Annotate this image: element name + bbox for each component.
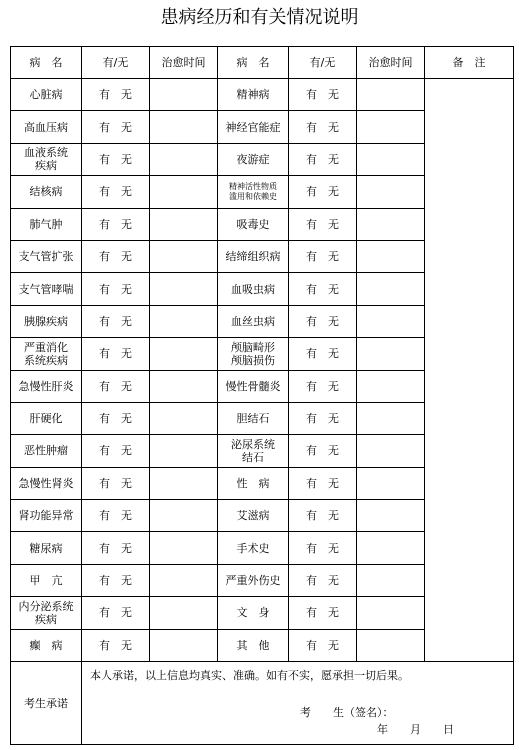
disease-name-right xyxy=(218,435,289,467)
disease-name-right xyxy=(218,208,289,240)
cure-time-field-left[interactable] xyxy=(150,176,218,208)
cure-time-field-right[interactable] xyxy=(357,564,425,596)
disease-name-right xyxy=(218,305,289,337)
yes-no-option-left[interactable]: 有 无 xyxy=(82,273,150,305)
cure-time-field-left[interactable] xyxy=(150,111,218,143)
disease-name-line: 内分泌系统 xyxy=(18,599,74,613)
yes-no-option-right[interactable]: 有 无 xyxy=(289,79,357,111)
disease-name-line: 系统疾病 xyxy=(24,353,68,367)
cure-time-field-right[interactable] xyxy=(357,305,425,337)
disease-name-line: 疾病 xyxy=(35,159,57,173)
disease-name-left xyxy=(11,240,82,272)
cure-time-field-right[interactable] xyxy=(357,240,425,272)
yes-no-option-right[interactable]: 有 无 xyxy=(289,111,357,143)
disease-name-line: 急慢性肾炎 xyxy=(18,476,74,490)
yes-no-option-right[interactable]: 有 无 xyxy=(289,402,357,434)
disease-name-line: 其 他 xyxy=(236,638,270,652)
cure-time-field-left[interactable] xyxy=(150,597,218,629)
disease-name-left xyxy=(11,273,82,305)
disease-name-left xyxy=(11,208,82,240)
cure-time-field-right[interactable] xyxy=(357,273,425,305)
disease-name-line: 滥用和依赖史 xyxy=(229,191,277,201)
disease-name-line: 恶性肿瘤 xyxy=(24,444,68,458)
yes-no-option-right[interactable]: 有 无 xyxy=(289,467,357,499)
disease-name-line: 疾病 xyxy=(35,612,57,626)
disease-name-line: 文 身 xyxy=(236,606,270,620)
yes-no-option-left[interactable]: 有 无 xyxy=(82,143,150,175)
disease-name-right xyxy=(218,143,289,175)
signature-field[interactable]: 考 生（签名）： xyxy=(300,706,394,720)
disease-name-right xyxy=(218,111,289,143)
disease-name-line: 胰腺疾病 xyxy=(24,314,68,328)
header-remarks: 备 注 xyxy=(425,47,514,79)
yes-no-option-right[interactable]: 有 无 xyxy=(289,370,357,402)
yes-no-option-left[interactable]: 有 无 xyxy=(82,467,150,499)
disease-name-right xyxy=(218,467,289,499)
yes-no-option-right[interactable]: 有 无 xyxy=(289,435,357,467)
yes-no-option-right[interactable]: 有 无 xyxy=(289,240,357,272)
cure-time-field-left[interactable] xyxy=(150,629,218,661)
disease-name-line: 严重消化 xyxy=(24,340,68,354)
disease-name-left xyxy=(11,467,82,499)
cure-time-field-right[interactable] xyxy=(357,370,425,402)
disease-name-line: 血丝虫病 xyxy=(231,314,275,328)
disease-name-line: 胆结石 xyxy=(236,412,270,426)
yes-no-option-left[interactable]: 有 无 xyxy=(82,435,150,467)
disease-name-left xyxy=(11,435,82,467)
disease-name-line: 慢性骨髓炎 xyxy=(225,379,281,393)
header-row xyxy=(11,47,514,79)
commitment-statement: 本人承诺，以上信息均真实、准确。如有不实，愿承担一切后果。 xyxy=(90,669,409,683)
disease-name-right xyxy=(218,370,289,402)
disease-name-right xyxy=(218,79,289,111)
cure-time-field-left[interactable] xyxy=(150,564,218,596)
cure-time-field-right[interactable] xyxy=(357,629,425,661)
cure-time-field-left[interactable] xyxy=(150,143,218,175)
disease-name-line: 糖尿病 xyxy=(29,541,63,555)
yes-no-option-right[interactable]: 有 无 xyxy=(289,500,357,532)
disease-name-right xyxy=(218,629,289,661)
cure-time-field-left[interactable] xyxy=(150,240,218,272)
yes-no-option-left[interactable]: 有 无 xyxy=(82,305,150,337)
yes-no-option-left[interactable]: 有 无 xyxy=(82,629,150,661)
disease-name-line: 结核病 xyxy=(29,185,63,199)
disease-name-line: 精神病 xyxy=(236,88,270,102)
yes-no-option-left[interactable]: 有 无 xyxy=(82,208,150,240)
medical-history-table xyxy=(10,46,514,745)
yes-no-option-left[interactable]: 有 无 xyxy=(82,597,150,629)
disease-name-line: 肾功能异常 xyxy=(18,509,74,523)
cure-time-field-left[interactable] xyxy=(150,532,218,564)
yes-no-option-right[interactable]: 有 无 xyxy=(289,629,357,661)
disease-name-left xyxy=(11,305,82,337)
cure-time-field-right[interactable] xyxy=(357,111,425,143)
cure-time-field-right[interactable] xyxy=(357,597,425,629)
cure-time-field-left[interactable] xyxy=(150,402,218,434)
header-disease-left: 病 名 xyxy=(11,47,82,79)
yes-no-option-left[interactable]: 有 无 xyxy=(82,532,150,564)
table-row xyxy=(11,79,514,111)
cure-time-field-right[interactable] xyxy=(357,176,425,208)
cure-time-field-right[interactable] xyxy=(357,143,425,175)
yes-no-option-right[interactable]: 有 无 xyxy=(289,532,357,564)
yes-no-option-left[interactable]: 有 无 xyxy=(82,176,150,208)
cure-time-field-left[interactable] xyxy=(150,273,218,305)
disease-name-line: 癫 病 xyxy=(29,638,63,652)
yes-no-option-right[interactable]: 有 无 xyxy=(289,273,357,305)
header-yes-no-right: 有/无 xyxy=(289,47,357,79)
disease-name-right xyxy=(218,500,289,532)
disease-name-line: 精神活性物质 xyxy=(229,181,277,191)
yes-no-option-left[interactable]: 有 无 xyxy=(82,564,150,596)
disease-name-line: 夜游症 xyxy=(236,152,270,166)
cure-time-field-right[interactable] xyxy=(357,532,425,564)
yes-no-option-right[interactable]: 有 无 xyxy=(289,176,357,208)
yes-no-option-right[interactable]: 有 无 xyxy=(289,338,357,370)
disease-name-line: 高血压病 xyxy=(24,120,68,134)
header-cure-time-right: 治愈时间 xyxy=(357,47,425,79)
cure-time-field-right[interactable] xyxy=(357,208,425,240)
disease-name-line: 结缔组织病 xyxy=(225,250,281,264)
cure-time-field-right[interactable] xyxy=(357,467,425,499)
disease-name-line: 支气管哮喘 xyxy=(18,282,74,296)
disease-name-left xyxy=(11,532,82,564)
remarks-field[interactable] xyxy=(425,79,514,662)
header-cure-time-left: 治愈时间 xyxy=(150,47,218,79)
disease-name-line: 艾滋病 xyxy=(236,509,270,523)
yes-no-option-right[interactable]: 有 无 xyxy=(289,305,357,337)
cure-time-field-right[interactable] xyxy=(357,79,425,111)
commitment-label: 考生承诺 xyxy=(11,662,82,745)
disease-name-line: 急慢性肝炎 xyxy=(18,379,74,393)
disease-name-line: 肝硬化 xyxy=(29,412,63,426)
disease-name-line: 血液系统 xyxy=(24,146,68,160)
disease-name-right xyxy=(218,532,289,564)
cure-time-field-right[interactable] xyxy=(357,402,425,434)
disease-name-line: 心脏病 xyxy=(29,88,63,102)
cure-time-field-left[interactable] xyxy=(150,338,218,370)
disease-name-right xyxy=(218,338,289,370)
disease-name-left xyxy=(11,597,82,629)
disease-name-right xyxy=(218,176,289,208)
cure-time-field-left[interactable] xyxy=(150,79,218,111)
disease-name-left xyxy=(11,629,82,661)
disease-name-line: 血吸虫病 xyxy=(231,282,275,296)
form-title: 患病经历和有关情况说明 xyxy=(160,7,359,28)
disease-name-line: 结石 xyxy=(242,450,264,464)
disease-name-right xyxy=(218,273,289,305)
header-disease-right: 病 名 xyxy=(218,47,289,79)
disease-name-left xyxy=(11,143,82,175)
yes-no-option-right[interactable]: 有 无 xyxy=(289,208,357,240)
disease-name-line: 吸毒史 xyxy=(236,217,270,231)
cure-time-field-left[interactable] xyxy=(150,208,218,240)
yes-no-option-left[interactable]: 有 无 xyxy=(82,79,150,111)
disease-name-line: 肺气肿 xyxy=(29,217,63,231)
disease-name-left xyxy=(11,111,82,143)
disease-name-right xyxy=(218,564,289,596)
disease-name-right xyxy=(218,402,289,434)
cure-time-field-left[interactable] xyxy=(150,500,218,532)
disease-name-left xyxy=(11,564,82,596)
disease-name-line: 手术史 xyxy=(236,541,270,555)
commitment-row xyxy=(11,662,514,745)
disease-name-left xyxy=(11,338,82,370)
cure-time-field-right[interactable] xyxy=(357,500,425,532)
disease-name-right xyxy=(218,240,289,272)
yes-no-option-left[interactable]: 有 无 xyxy=(82,370,150,402)
disease-name-line: 性 病 xyxy=(236,476,270,490)
yes-no-option-right[interactable]: 有 无 xyxy=(289,597,357,629)
date-field[interactable]: 年 月 日 xyxy=(377,723,454,737)
disease-name-line: 颅脑畸形 xyxy=(231,340,275,354)
cure-time-field-left[interactable] xyxy=(150,305,218,337)
yes-no-option-left[interactable]: 有 无 xyxy=(82,338,150,370)
disease-name-line: 颅脑损伤 xyxy=(231,353,275,367)
cure-time-field-left[interactable] xyxy=(150,435,218,467)
cure-time-field-right[interactable] xyxy=(357,435,425,467)
cure-time-field-left[interactable] xyxy=(150,370,218,402)
disease-name-left xyxy=(11,402,82,434)
disease-name-left xyxy=(11,500,82,532)
disease-name-line: 神经官能症 xyxy=(225,120,281,134)
disease-name-left xyxy=(11,176,82,208)
header-yes-no-left: 有/无 xyxy=(82,47,150,79)
disease-name-line: 支气管扩张 xyxy=(18,250,74,264)
disease-name-line: 甲 亢 xyxy=(29,574,63,588)
disease-name-left xyxy=(11,370,82,402)
yes-no-option-left[interactable]: 有 无 xyxy=(82,500,150,532)
disease-name-right xyxy=(218,597,289,629)
yes-no-option-left[interactable]: 有 无 xyxy=(82,111,150,143)
disease-name-line: 严重外伤史 xyxy=(225,574,281,588)
disease-name-left xyxy=(11,79,82,111)
yes-no-option-left[interactable]: 有 无 xyxy=(82,240,150,272)
disease-name-line: 泌尿系统 xyxy=(231,437,275,451)
cure-time-field-right[interactable] xyxy=(357,338,425,370)
yes-no-option-right[interactable]: 有 无 xyxy=(289,564,357,596)
yes-no-option-right[interactable]: 有 无 xyxy=(289,143,357,175)
cure-time-field-left[interactable] xyxy=(150,467,218,499)
commitment-body xyxy=(82,662,514,745)
yes-no-option-left[interactable]: 有 无 xyxy=(82,402,150,434)
